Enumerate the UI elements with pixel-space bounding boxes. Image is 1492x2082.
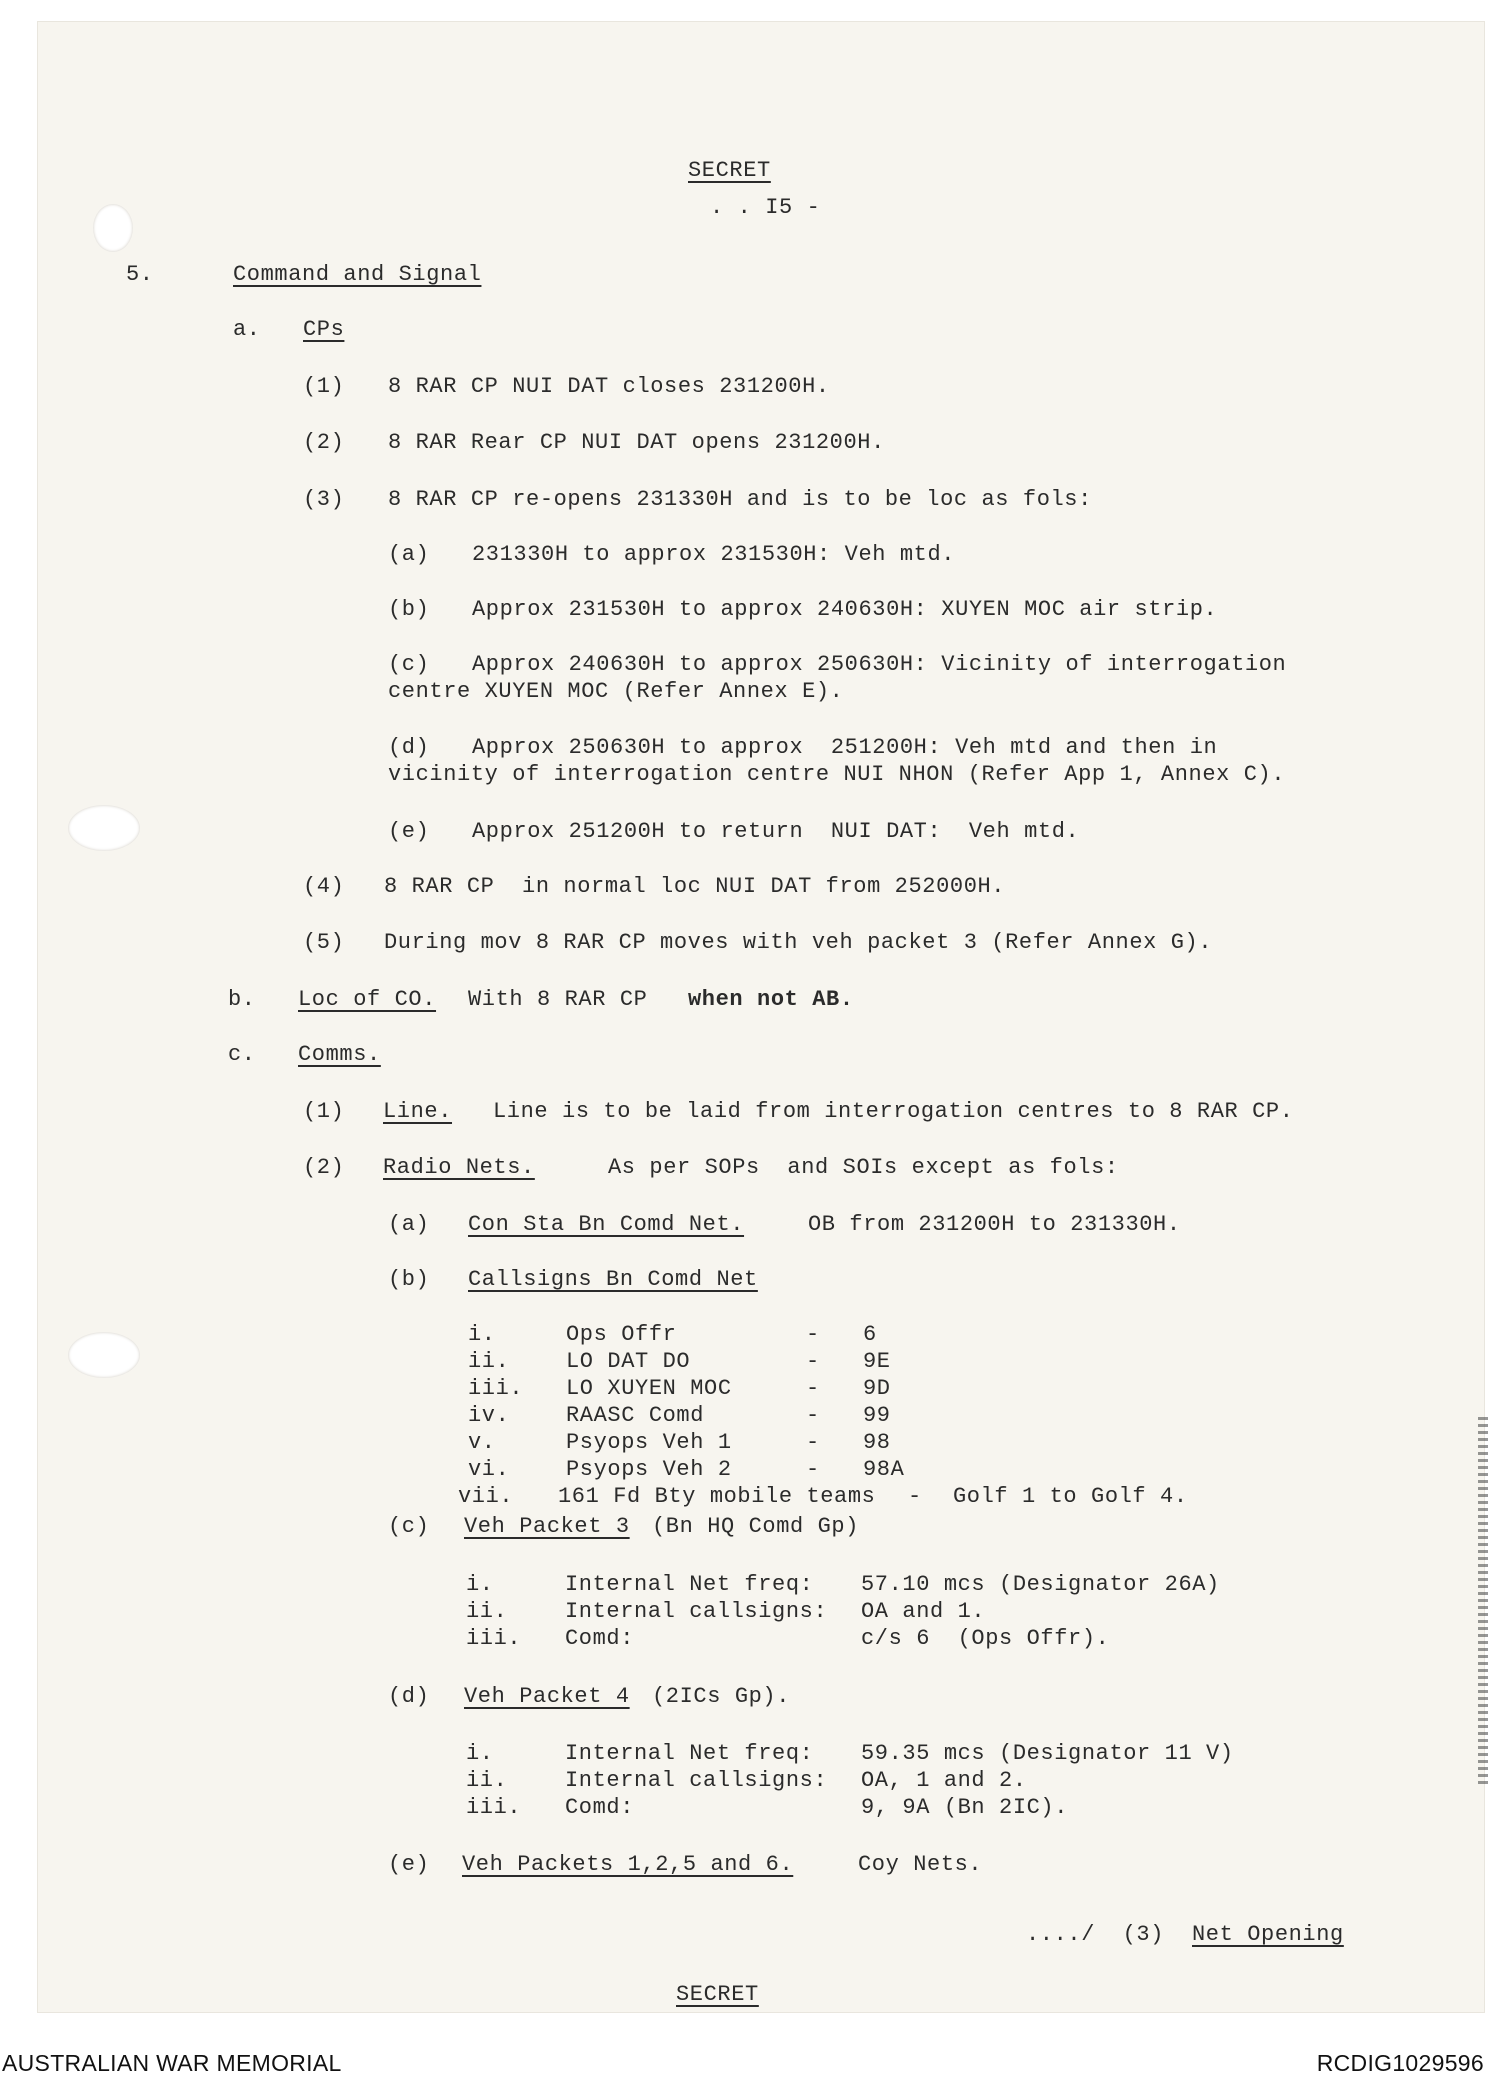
packet-field: Internal Net freq: bbox=[565, 1572, 814, 1597]
packet-value: OA, 1 and 2. bbox=[861, 1768, 1027, 1793]
row-numeral: iii. bbox=[468, 1376, 524, 1401]
sub-item-text-cont: centre XUYEN MOC (Refer Annex E). bbox=[388, 679, 844, 704]
callsign-value: Golf 1 to Golf 4. bbox=[953, 1484, 1188, 1509]
document-page bbox=[38, 22, 1484, 2012]
dash: - bbox=[806, 1376, 820, 1401]
callsign-name: Psyops Veh 1 bbox=[566, 1430, 732, 1455]
callsign-name: 161 Fd Bty mobile teams bbox=[558, 1484, 876, 1509]
archive-name: AUSTRALIAN WAR MEMORIAL bbox=[2, 2050, 342, 2076]
sub-item-text: Approx 251200H to return NUI DAT: Veh mtd. bbox=[472, 819, 1080, 844]
dash: - bbox=[908, 1484, 922, 1509]
packet-field: Comd: bbox=[565, 1795, 635, 1820]
row-numeral: ii. bbox=[468, 1349, 510, 1374]
dash: - bbox=[806, 1322, 820, 1347]
callsign-name: LO DAT DO bbox=[566, 1349, 691, 1374]
packet-field: Internal callsigns: bbox=[565, 1768, 828, 1793]
para-b-text: With 8 RAR CP bbox=[468, 987, 648, 1012]
item-number: (1) bbox=[303, 1099, 345, 1124]
para-a-label: a. bbox=[233, 317, 261, 342]
packet-value: OA and 1. bbox=[861, 1599, 986, 1624]
item-number: (2) bbox=[303, 1155, 345, 1180]
callsign-value: 6 bbox=[863, 1322, 877, 1347]
packet4-title: Veh Packet 4 bbox=[464, 1684, 630, 1709]
sub-item-number: (d) bbox=[388, 1684, 430, 1709]
callsign-value: 98 bbox=[863, 1430, 891, 1455]
line-text: Line is to be laid from interrogation centres to 8 RAR CP. bbox=[493, 1099, 1294, 1124]
packet-field: Internal Net freq: bbox=[565, 1741, 814, 1766]
item-text: 8 RAR CP in normal loc NUI DAT from 252000H. bbox=[384, 874, 1006, 899]
sub-item-number: (c) bbox=[388, 1514, 430, 1539]
sub-item-number: (a) bbox=[388, 1212, 430, 1237]
dash: - bbox=[806, 1403, 820, 1428]
row-numeral: ii. bbox=[466, 1599, 508, 1624]
item-text: 8 RAR CP re-opens 231330H and is to be loc as fols: bbox=[388, 487, 1092, 512]
dash: - bbox=[806, 1457, 820, 1482]
radio-nets-text: As per SOPs and SOIs except as fols: bbox=[608, 1155, 1119, 1180]
para-c-label: c. bbox=[228, 1042, 256, 1067]
sub-item-text: 231330H to approx 231530H: Veh mtd. bbox=[472, 542, 956, 567]
packet-field: Internal callsigns: bbox=[565, 1599, 828, 1624]
section-title: Command and Signal bbox=[233, 262, 482, 287]
archive-footer bbox=[0, 2040, 1492, 2082]
dash: - bbox=[806, 1349, 820, 1374]
row-numeral: vii. bbox=[458, 1484, 514, 1509]
para-a-title: CPs bbox=[303, 317, 345, 342]
packet3-subtitle: (Bn HQ Comd Gp) bbox=[652, 1514, 860, 1539]
row-numeral: v. bbox=[468, 1430, 496, 1455]
item-number: (2) bbox=[303, 430, 345, 455]
para-c-title: Comms. bbox=[298, 1042, 381, 1067]
section-number: 5. bbox=[126, 262, 154, 287]
sub-item-number: (e) bbox=[388, 1852, 430, 1877]
row-numeral: i. bbox=[466, 1572, 494, 1597]
callsign-value: 99 bbox=[863, 1403, 891, 1428]
line-title: Line. bbox=[383, 1099, 453, 1124]
continuation-prefix: ..../ (3) bbox=[1026, 1922, 1165, 1947]
sub-item-number: (b) bbox=[388, 1267, 430, 1292]
para-b-title: Loc of CO. bbox=[298, 987, 437, 1012]
con-sta-text: OB from 231200H to 231330H. bbox=[808, 1212, 1181, 1237]
classification-footer: SECRET bbox=[676, 1982, 759, 2007]
sub-item-number: (a) bbox=[388, 542, 430, 567]
con-sta-title: Con Sta Bn Comd Net. bbox=[468, 1212, 745, 1237]
punch-hole bbox=[68, 1332, 140, 1378]
item-text: During mov 8 RAR CP moves with veh packet 3 (Refer Annex G). bbox=[384, 930, 1213, 955]
sub-item-text: Approx 231530H to approx 240630H: XUYEN MOC air strip. bbox=[472, 597, 1218, 622]
punch-hole bbox=[68, 805, 140, 851]
sub-item-number: (c) bbox=[388, 652, 430, 677]
packet-value: 9, 9A (Bn 2IC). bbox=[861, 1795, 1069, 1820]
item-number: (3) bbox=[303, 487, 345, 512]
callsign-value: 9E bbox=[863, 1349, 891, 1374]
item-number: (1) bbox=[303, 374, 345, 399]
callsigns-title: Callsigns Bn Comd Net bbox=[468, 1267, 758, 1292]
sub-item-number: (d) bbox=[388, 735, 430, 760]
packets-other-text: Coy Nets. bbox=[858, 1852, 983, 1877]
callsign-name: LO XUYEN MOC bbox=[566, 1376, 732, 1401]
sub-item-text: Approx 240630H to approx 250630H: Vicinity of interrogation bbox=[472, 652, 1287, 677]
packet3-title: Veh Packet 3 bbox=[464, 1514, 630, 1539]
packet-value: 57.10 mcs (Designator 26A) bbox=[861, 1572, 1220, 1597]
item-text: 8 RAR Rear CP NUI DAT opens 231200H. bbox=[388, 430, 885, 455]
callsign-value: 98A bbox=[863, 1457, 905, 1482]
row-numeral: i. bbox=[466, 1741, 494, 1766]
sub-item-number: (b) bbox=[388, 597, 430, 622]
callsign-name: RAASC Comd bbox=[566, 1403, 705, 1428]
item-number: (4) bbox=[303, 874, 345, 899]
row-numeral: vi. bbox=[468, 1457, 510, 1482]
para-b-label: b. bbox=[228, 987, 256, 1012]
callsign-name: Psyops Veh 2 bbox=[566, 1457, 732, 1482]
callsign-value: 9D bbox=[863, 1376, 891, 1401]
packet4-subtitle: (2ICs Gp). bbox=[652, 1684, 791, 1709]
row-numeral: ii. bbox=[466, 1768, 508, 1793]
row-numeral: iii. bbox=[466, 1795, 522, 1820]
dash: - bbox=[806, 1430, 820, 1455]
radio-nets-title: Radio Nets. bbox=[383, 1155, 535, 1180]
item-text: 8 RAR CP NUI DAT closes 231200H. bbox=[388, 374, 830, 399]
para-b-text-bold: when not AB. bbox=[688, 987, 854, 1012]
continuation-title: Net Opening bbox=[1192, 1922, 1344, 1947]
archive-id: RCDIG1029596 bbox=[1316, 2050, 1484, 2076]
packet-value: c/s 6 (Ops Offr). bbox=[861, 1626, 1110, 1651]
classification-header: SECRET bbox=[688, 158, 771, 183]
packets-other-title: Veh Packets 1,2,5 and 6. bbox=[462, 1852, 794, 1877]
row-numeral: iv. bbox=[468, 1403, 510, 1428]
row-numeral: i. bbox=[468, 1322, 496, 1347]
packet-value: 59.35 mcs (Designator 11 V) bbox=[861, 1741, 1234, 1766]
page-number: . . I5 - bbox=[710, 195, 821, 220]
edge-mark bbox=[1478, 1417, 1488, 1787]
row-numeral: iii. bbox=[466, 1626, 522, 1651]
sub-item-number: (e) bbox=[388, 819, 430, 844]
item-number: (5) bbox=[303, 930, 345, 955]
sub-item-text-cont: vicinity of interrogation centre NUI NHON (Refer App 1, Annex C). bbox=[388, 762, 1286, 787]
packet-field: Comd: bbox=[565, 1626, 635, 1651]
punch-hole bbox=[93, 204, 133, 252]
sub-item-text: Approx 250630H to approx 251200H: Veh mtd and then in bbox=[472, 735, 1218, 760]
callsign-name: Ops Offr bbox=[566, 1322, 677, 1347]
